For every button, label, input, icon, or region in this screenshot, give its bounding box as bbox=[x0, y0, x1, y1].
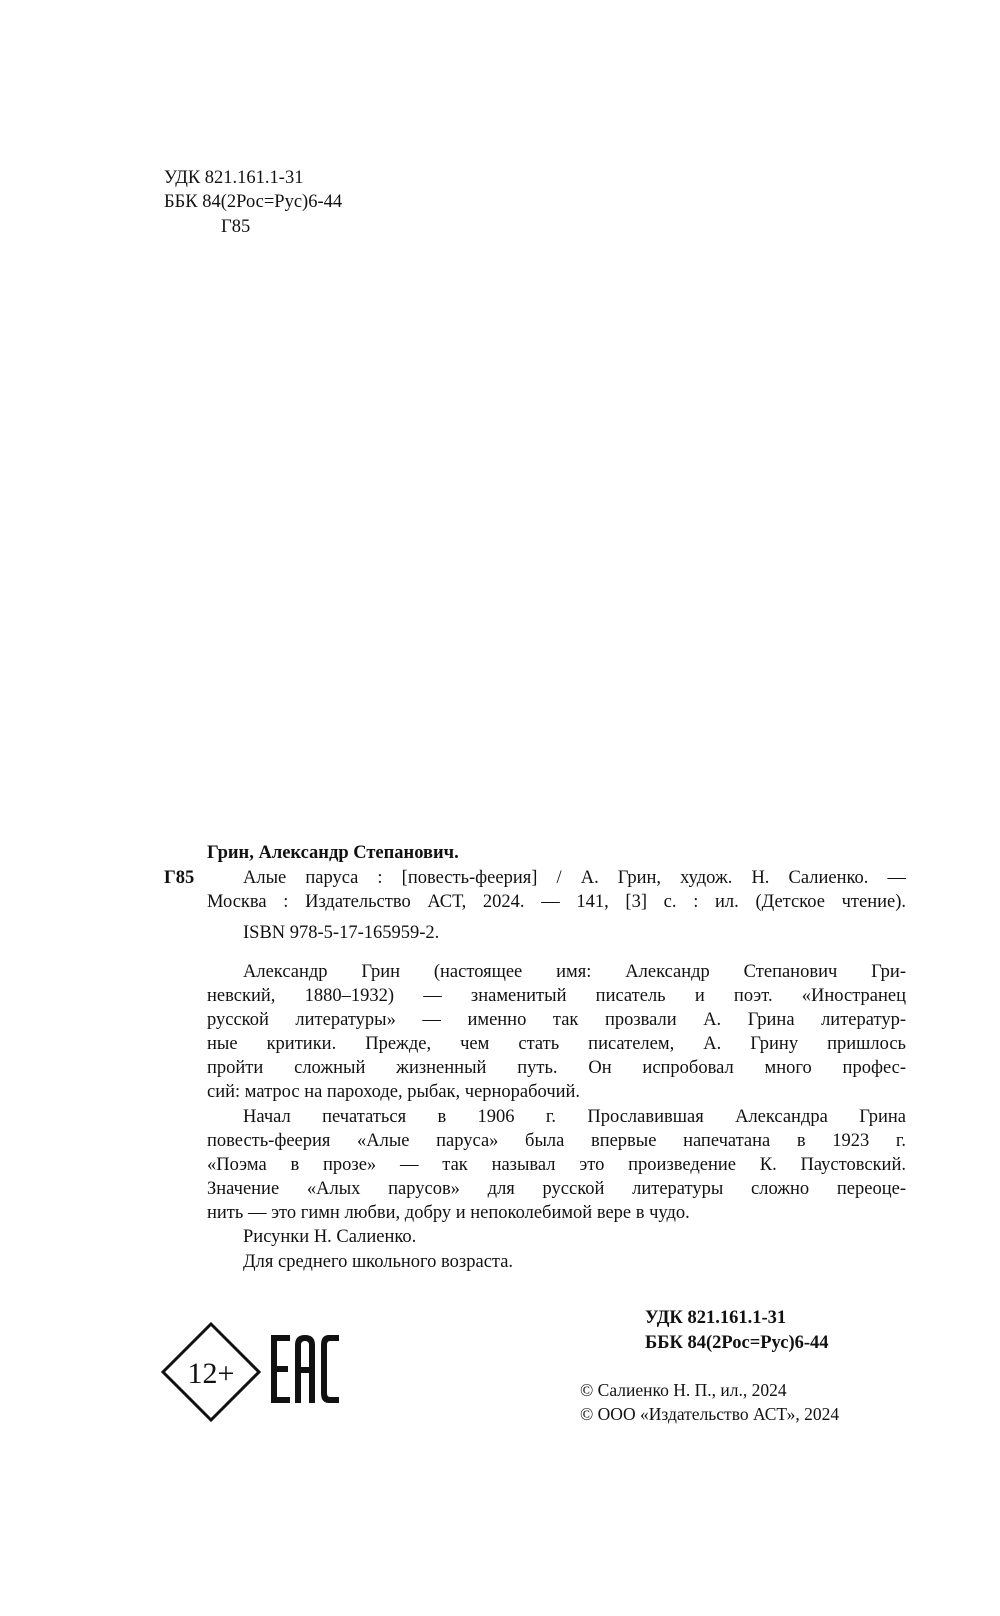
author-heading: Грин, Александр Степанович. bbox=[207, 843, 459, 863]
annotation-paragraph-1 bbox=[207, 960, 906, 1104]
eac-letter-e bbox=[271, 1335, 290, 1403]
eac-letter-a bbox=[295, 1335, 315, 1403]
imprint-line: Москва : Издательство АСТ, 2024. — 141, [3] с. : ил. (Детское чтение). bbox=[207, 892, 906, 912]
card-author-mark: Г85 bbox=[164, 868, 195, 888]
bottom-bbk: ББК 84(2Рос=Рус)6-44 bbox=[645, 1333, 829, 1353]
top-author-mark: Г85 bbox=[221, 217, 251, 237]
isbn: ISBN 978-5-17-165959-2. bbox=[243, 923, 440, 943]
card-description bbox=[207, 866, 906, 914]
eac-logo bbox=[271, 1335, 343, 1403]
top-udk: УДК 821.161.1-31 bbox=[164, 168, 304, 188]
annotation-line: «Поэма в прозе» — так называл это произведение К. Паустовский. bbox=[207, 1155, 906, 1175]
eac-letter-c bbox=[321, 1335, 339, 1403]
title-line: Алые паруса : [повесть-феерия] / А. Грин, худож. Н. Салиенко. — bbox=[243, 868, 906, 888]
audience-note: Для среднего школьного возраста. bbox=[243, 1252, 514, 1272]
annotation-line: ные критики. Прежде, чем стать писателем, А. Грину пришлось bbox=[207, 1034, 906, 1054]
annotation-paragraph-2 bbox=[207, 1105, 906, 1225]
annotation-line: русской литературы» — именно так прозвали А. Грина литератур- bbox=[207, 1010, 906, 1030]
annotation-line: нить — это гимн любви, добру и непоколебимой вере в чудо. bbox=[207, 1203, 690, 1223]
annotation-line: Начал печататься в 1906 г. Прославившая Александра Грина bbox=[243, 1107, 906, 1127]
bottom-udk: УДК 821.161.1-31 bbox=[645, 1308, 787, 1328]
age-rating-text: 12+ bbox=[187, 1357, 235, 1390]
copyright-illustrator: © Салиенко Н. П., ил., 2024 bbox=[580, 1380, 787, 1400]
annotation-line: Значение «Алых парусов» для русской литературы сложно переоце- bbox=[207, 1179, 906, 1199]
annotation-line: пройти сложный жизненный путь. Он испробовал много профес- bbox=[207, 1058, 906, 1078]
annotation-line: Александр Грин (настоящее имя: Александр Степанович Гри- bbox=[243, 962, 906, 982]
top-bbk: ББК 84(2Рос=Рус)6-44 bbox=[164, 192, 343, 212]
copyright-publisher: © ООО «Издательство АСТ», 2024 bbox=[580, 1404, 840, 1424]
annotation-line: повесть-феерия «Алые паруса» была впервые напечатана в 1923 г. bbox=[207, 1131, 906, 1151]
annotation-line: сий: матрос на пароходе, рыбак, чернорабочий. bbox=[207, 1082, 581, 1102]
annotation-line: невский, 1880–1932) — знаменитый писатель и поэт. «Иностранец bbox=[207, 986, 906, 1006]
age-rating-badge bbox=[160, 1321, 262, 1423]
illustrations-credit: Рисунки Н. Салиенко. bbox=[243, 1227, 417, 1247]
